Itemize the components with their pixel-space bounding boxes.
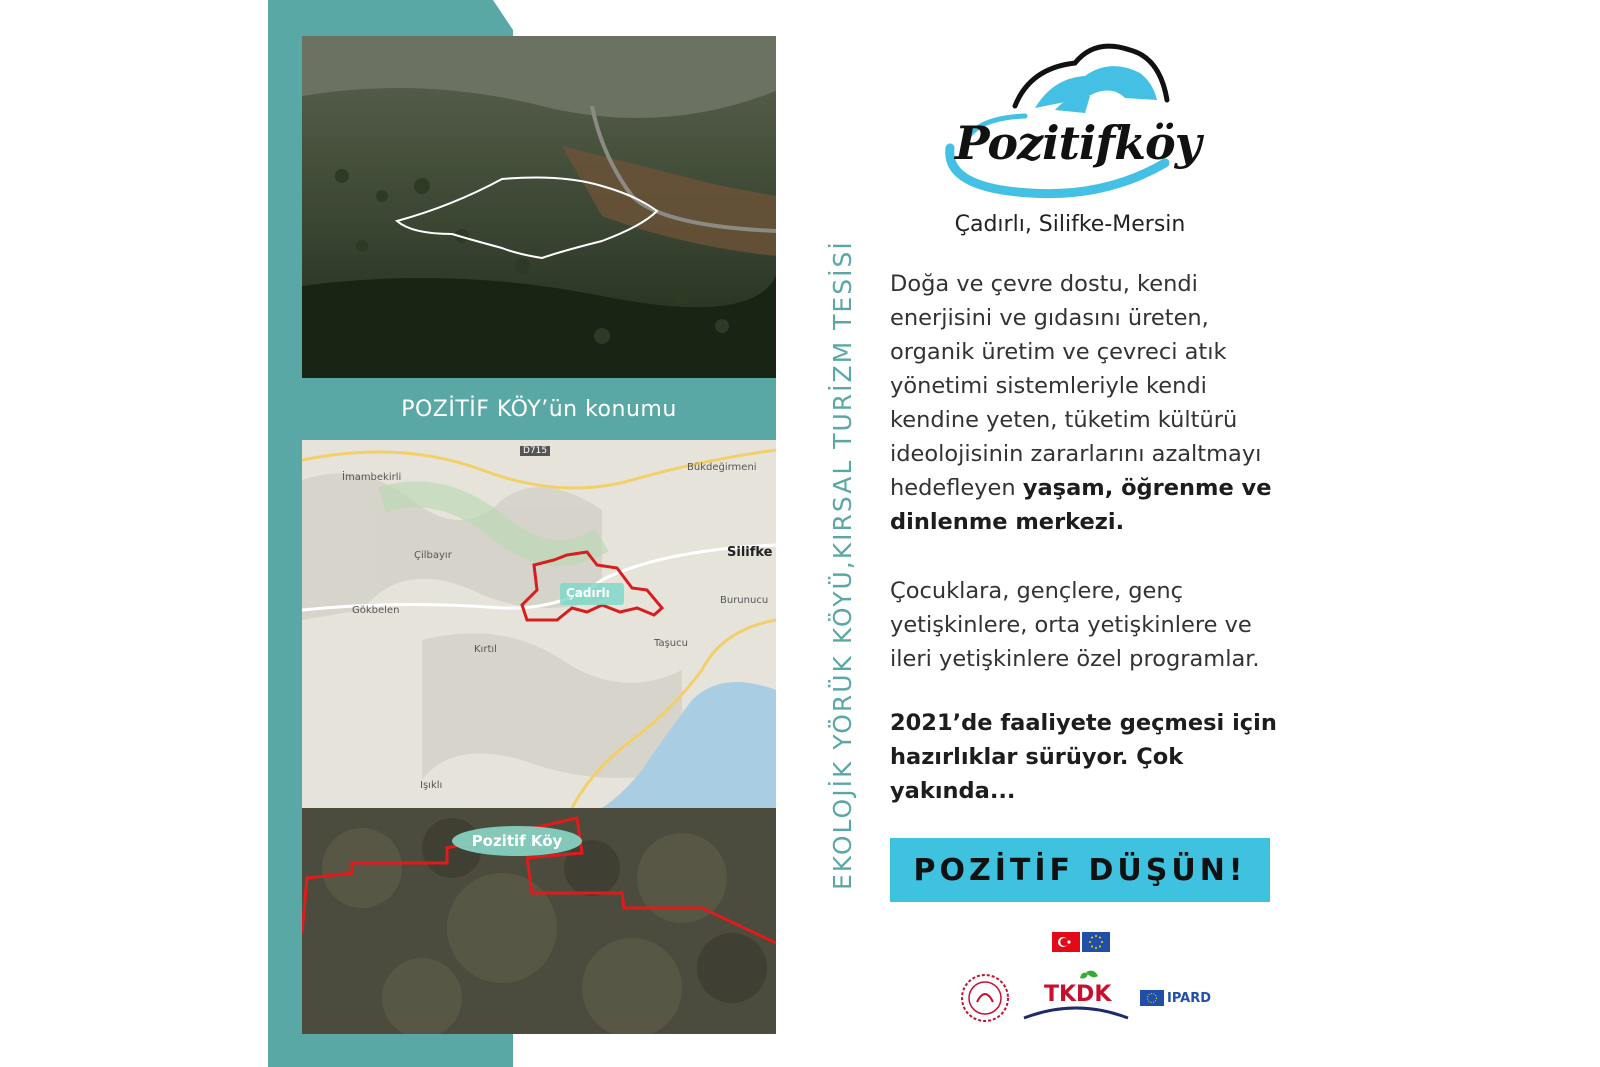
satellite-image [302,808,776,1034]
map-label-tasucu: Taşucu [654,638,688,649]
location-caption: POZİTİF KÖY’ün konumu [302,378,776,440]
pozitif-dusun-button[interactable]: POZİTİF DÜŞÜN! [890,838,1270,902]
tkdk-text: TKDK [1044,982,1112,1007]
eu-small-flag-icon [1140,990,1164,1006]
aerial-photo [302,36,776,378]
road-label: D715 [520,446,550,456]
sponsor-logos [960,968,1220,1028]
map-label-burunucu: Burunucu [720,595,769,606]
map-label-cadirli: Çadırlı [566,586,610,600]
vertical-title: EKOLOJİK YÖRÜK KÖYÜ,KIRSAL TURİZM TESİSİ [828,240,857,890]
map-label-kirtil: Kırtıl [474,644,497,655]
coming-soon-paragraph: 2021’de faaliyete geçmesi için hazırlıklar sürüyor. Çok yakında... [890,710,1277,804]
description-text: Doğa ve çevre dostu, kendi enerjisini ve gıdasını üreten, organik üretim ve çevreci atık yönetimi sistemleriyle kendi kendine yeten, tüketim kültürü ideolojisinin zararlarını azaltmayı hedefleyen [890,271,1262,501]
eu-flag-icon [1082,932,1110,952]
map-label-gokbelen: Gökbelen [352,605,400,616]
map-label-bukdegirmeni: Bükdeğirmeni [687,462,757,473]
description-bold: yaşam, öğrenme ve dinlenme merkezi. [890,475,1272,535]
map-label-isikli: Işıklı [420,780,443,791]
ipard-logo [1140,990,1211,1006]
pozitifkoy-logo [935,38,1200,203]
ipard-text: IPARD [1167,990,1212,1006]
ministry-seal-icon [960,972,1010,1024]
logo-text: Pozitifköy [955,116,1201,170]
map-label-imambekirli: İmambekirli [342,472,402,483]
tkdk-logo [1022,968,1130,1028]
location-text: Çadırlı, Silifke-Mersin [954,212,1186,237]
map-label-silifke: Silifke [727,545,773,560]
location-map [302,440,776,808]
flags [1052,932,1110,952]
map-label-cilbayir: Çilbayır [414,550,452,561]
description-paragraph [890,267,1290,539]
turkey-flag-icon [1052,932,1080,952]
satellite-label: Pozitif Köy [471,832,563,850]
programs-paragraph: Çocuklara, gençlere, genç yetişkinlere, orta yetişkinlere ve ileri yetişkinlere özel programlar. [890,578,1260,672]
